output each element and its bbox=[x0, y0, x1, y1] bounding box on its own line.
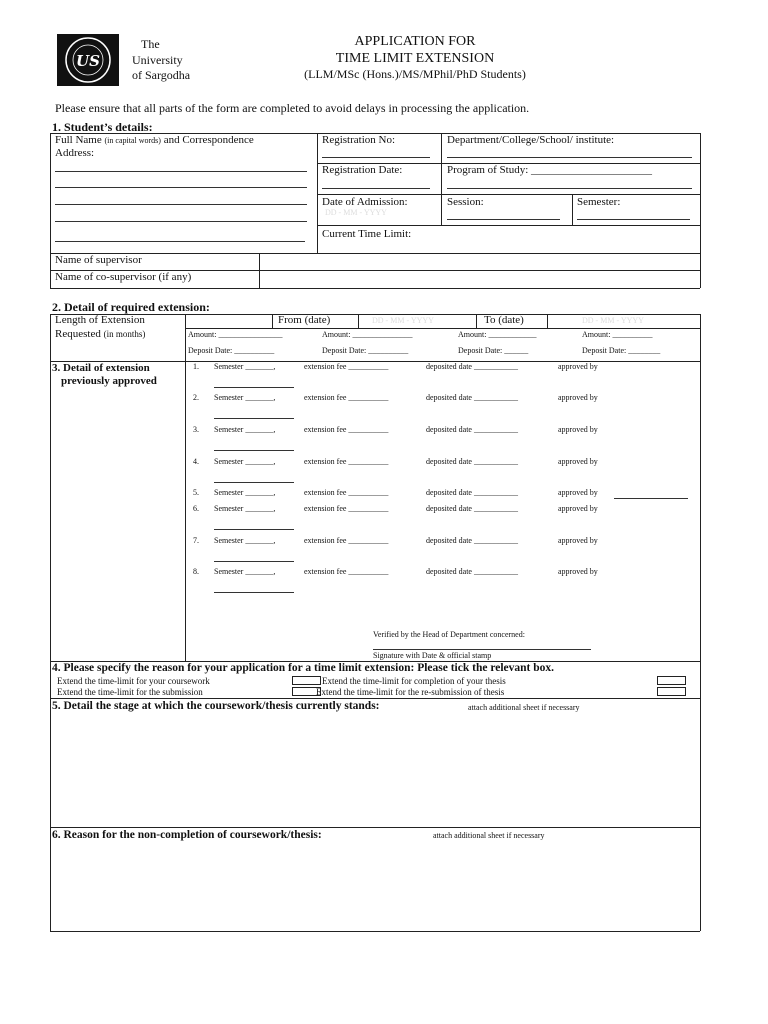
section6-note: attach additional sheet if necessary bbox=[433, 831, 545, 840]
section5-note: attach additional sheet if necessary bbox=[468, 703, 580, 712]
extension-fee-field[interactable]: extension fee __________ bbox=[304, 425, 389, 434]
semester-field[interactable]: Semester _______, bbox=[214, 457, 276, 466]
deposited-date-field[interactable]: deposited date ___________ bbox=[426, 567, 518, 576]
section5-heading: 5. Detail the stage at which the coursework/thesis currently stands: bbox=[52, 700, 380, 712]
semester-field[interactable]: Semester _______, bbox=[214, 488, 276, 497]
university-logo bbox=[57, 34, 119, 86]
co-supervisor-label: Name of co-supervisor (if any) bbox=[55, 271, 192, 283]
extension-fee-field[interactable]: extension fee __________ bbox=[304, 393, 389, 402]
option-resubmission-label: Extend the time-limit for the re-submission of thesis bbox=[316, 687, 505, 697]
row-number: 4. bbox=[193, 457, 199, 466]
deposit-date-field-1[interactable]: Deposit Date: __________ bbox=[188, 346, 275, 355]
semester-label: Semester: bbox=[577, 196, 621, 208]
row-number: 6. bbox=[193, 504, 199, 513]
deposited-date-field[interactable]: deposited date ___________ bbox=[426, 362, 518, 371]
length-label-2: Requested (in months) bbox=[55, 328, 146, 340]
deposited-date-field[interactable]: deposited date ___________ bbox=[426, 488, 518, 497]
approved-by-label: approved by bbox=[558, 457, 598, 466]
university-seal-icon bbox=[57, 34, 119, 86]
univ-line-3: of Sargodha bbox=[132, 68, 191, 82]
co-supervisor-field[interactable] bbox=[262, 272, 698, 286]
row-number: 3. bbox=[193, 425, 199, 434]
deposited-date-field[interactable]: deposited date ___________ bbox=[426, 393, 518, 402]
row-number: 2. bbox=[193, 393, 199, 402]
deposited-date-field[interactable]: deposited date ___________ bbox=[426, 504, 518, 513]
approved-by-label: approved by bbox=[558, 362, 598, 371]
form-title-2: TIME LIMIT EXTENSION bbox=[335, 51, 495, 66]
row-number: 5. bbox=[193, 488, 199, 497]
semester-field[interactable] bbox=[577, 219, 690, 220]
approved-by-field[interactable] bbox=[214, 561, 294, 562]
approved-by-field[interactable] bbox=[214, 592, 294, 593]
approved-by-field[interactable] bbox=[214, 450, 294, 451]
deposited-date-field[interactable]: deposited date ___________ bbox=[426, 425, 518, 434]
semester-field[interactable]: Semester _______, bbox=[214, 393, 276, 402]
from-date-hint[interactable]: DD - MM - YYYY bbox=[372, 316, 434, 325]
approved-by-label: approved by bbox=[558, 504, 598, 513]
length-field[interactable] bbox=[187, 316, 270, 327]
deposit-date-field-2[interactable]: Deposit Date: __________ bbox=[322, 346, 409, 355]
approved-by-field[interactable] bbox=[214, 418, 294, 419]
deposit-date-field-3[interactable]: Deposit Date: ______ bbox=[458, 346, 529, 355]
univ-line-2: University bbox=[132, 53, 183, 67]
approved-by-field[interactable] bbox=[214, 482, 294, 483]
option-coursework-label: Extend the time-limit for your coursework bbox=[57, 676, 210, 686]
form-title-1: APPLICATION FOR bbox=[354, 34, 476, 49]
section2-heading: 2. Detail of required extension: bbox=[52, 300, 210, 314]
program-field[interactable] bbox=[447, 188, 692, 189]
extension-fee-field[interactable]: extension fee __________ bbox=[304, 457, 389, 466]
amount-field-1[interactable]: Amount: ________________ bbox=[188, 330, 283, 339]
approved-by-label: approved by bbox=[558, 393, 598, 402]
length-label-1: Length of Extension bbox=[55, 314, 145, 326]
verified-label: Verified by the Head of Department concerned: bbox=[373, 630, 525, 639]
reg-date-label: Registration Date: bbox=[322, 164, 403, 176]
option-resubmission-checkbox[interactable] bbox=[657, 687, 686, 696]
section1-heading: 1. Student’s details: bbox=[52, 120, 153, 134]
logo-initials: US bbox=[76, 52, 100, 70]
row-number: 8. bbox=[193, 567, 199, 576]
row-number: 1. bbox=[193, 362, 199, 371]
amount-field-3[interactable]: Amount: ____________ bbox=[458, 330, 537, 339]
reg-date-field[interactable] bbox=[322, 188, 430, 189]
address-line[interactable] bbox=[55, 204, 307, 205]
option-submission-label: Extend the time-limit for the submission bbox=[57, 687, 203, 697]
approved-by-label: approved by bbox=[558, 567, 598, 576]
address-line[interactable] bbox=[55, 187, 307, 188]
amount-field-4[interactable]: Amount: __________ bbox=[582, 330, 653, 339]
approved-by-field[interactable] bbox=[614, 498, 688, 499]
section6-heading: 6. Reason for the non-completion of coursework/thesis: bbox=[52, 829, 322, 841]
supervisor-label: Name of supervisor bbox=[55, 254, 142, 266]
session-label: Session: bbox=[447, 196, 484, 208]
non-completion-reason-field[interactable] bbox=[52, 845, 698, 929]
section4-heading: 4. Please specify the reason for your application for a time limit extension: Please tick the relevant box. bbox=[52, 662, 554, 674]
program-label: Program of Study: ______________________ bbox=[447, 164, 653, 176]
intro-text: Please ensure that all parts of the form are completed to avoid delays in processing the application. bbox=[55, 101, 530, 115]
admission-label: Date of Admission: bbox=[322, 196, 408, 208]
extension-fee-field[interactable]: extension fee __________ bbox=[304, 567, 389, 576]
to-date-hint[interactable]: DD - MM - YYYY bbox=[582, 316, 644, 325]
to-date-label: To (date) bbox=[484, 314, 524, 326]
supervisor-field[interactable] bbox=[262, 255, 698, 269]
semester-field[interactable]: Semester _______, bbox=[214, 362, 276, 371]
semester-field[interactable]: Semester _______, bbox=[214, 425, 276, 434]
coursework-stage-field[interactable] bbox=[52, 716, 698, 824]
option-coursework-checkbox[interactable] bbox=[292, 676, 321, 685]
reg-no-field[interactable] bbox=[322, 157, 430, 158]
from-date-label: From (date) bbox=[278, 314, 331, 326]
deposit-date-field-4[interactable]: Deposit Date: ________ bbox=[582, 346, 661, 355]
semester-field[interactable]: Semester _______, bbox=[214, 536, 276, 545]
row-number: 7. bbox=[193, 536, 199, 545]
deposited-date-field[interactable]: deposited date ___________ bbox=[426, 457, 518, 466]
option-thesis-label: Extend the time-limit for completion of your thesis bbox=[322, 676, 506, 686]
signature-line[interactable] bbox=[373, 649, 591, 650]
approved-by-field[interactable] bbox=[214, 529, 294, 530]
form-subtitle: (LLM/MSc (Hons.)/MS/MPhil/PhD Students) bbox=[304, 67, 526, 81]
section3-heading-1: 3. Detail of extension bbox=[52, 362, 150, 374]
full-name-label: Full Name (in capital words) and Correspondence bbox=[55, 134, 254, 146]
option-thesis-checkbox[interactable] bbox=[657, 676, 686, 685]
signature-label: Signature with Date & official stamp bbox=[373, 651, 492, 660]
session-field[interactable] bbox=[447, 219, 560, 220]
extension-fee-field[interactable]: extension fee __________ bbox=[304, 536, 389, 545]
extension-fee-field[interactable]: extension fee __________ bbox=[304, 488, 389, 497]
approved-by-label: approved by bbox=[558, 425, 598, 434]
department-field[interactable] bbox=[447, 157, 692, 158]
extension-fee-field[interactable]: extension fee __________ bbox=[304, 504, 389, 513]
admission-date-hint: DD - MM - YYYY bbox=[325, 208, 387, 217]
address-line[interactable] bbox=[55, 171, 307, 172]
reg-no-label: Registration No: bbox=[322, 134, 396, 146]
address-line[interactable] bbox=[55, 241, 305, 242]
approved-by-field[interactable] bbox=[214, 387, 294, 388]
deposited-date-field[interactable]: deposited date ___________ bbox=[426, 536, 518, 545]
current-limit-label: Current Time Limit: bbox=[322, 228, 412, 240]
approved-by-label: approved by bbox=[558, 536, 598, 545]
section3-heading-2: previously approved bbox=[61, 375, 157, 387]
extension-fee-field[interactable]: extension fee __________ bbox=[304, 362, 389, 371]
address-line[interactable] bbox=[55, 221, 307, 222]
semester-field[interactable]: Semester _______, bbox=[214, 504, 276, 513]
department-label: Department/College/School/ institute: bbox=[447, 134, 615, 146]
semester-field[interactable]: Semester _______, bbox=[214, 567, 276, 576]
approved-by-label: approved by bbox=[558, 488, 598, 497]
univ-line-1: The bbox=[141, 37, 160, 51]
address-label: Address: bbox=[55, 147, 95, 159]
amount-field-2[interactable]: Amount: _______________ bbox=[322, 330, 413, 339]
